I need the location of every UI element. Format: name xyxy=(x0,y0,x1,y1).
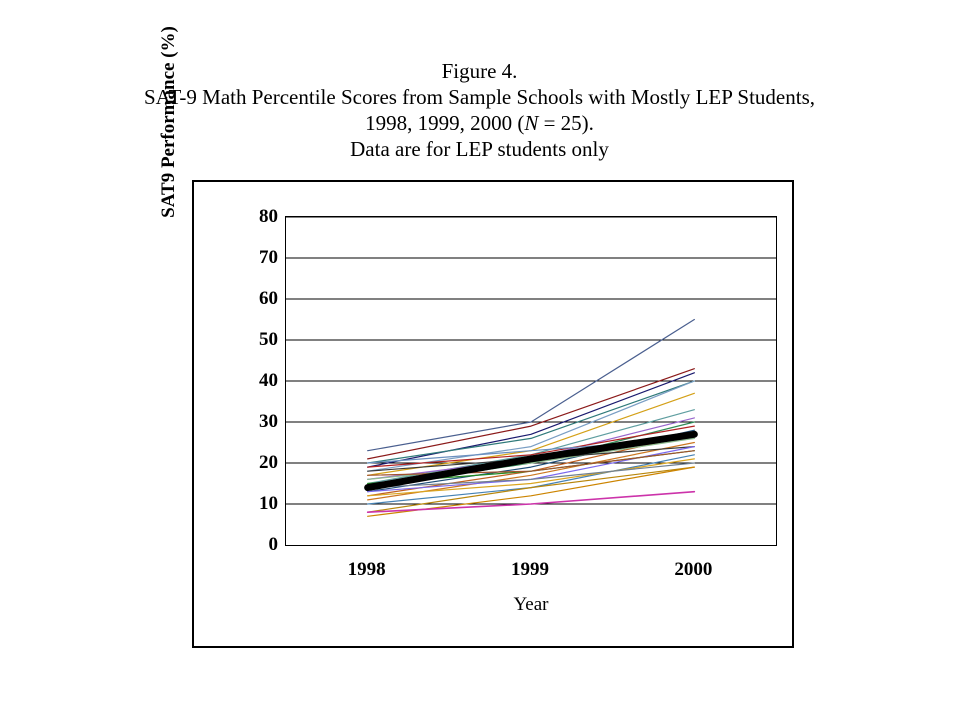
y-axis-tick-label: 70 xyxy=(259,247,278,268)
figure-title-line-3-pre: 1998, 1999, 2000 ( xyxy=(365,111,525,135)
y-axis-tick-label: 50 xyxy=(259,329,278,350)
series-line xyxy=(368,320,695,451)
x-axis-tick-label: 2000 xyxy=(674,559,713,580)
x-axis-tick-label: 1999 xyxy=(511,559,549,580)
y-axis-tick-label: 20 xyxy=(259,452,278,473)
figure-title-line-3-italic: N xyxy=(524,111,539,135)
figure-title-line-3-post: = 25). xyxy=(538,111,594,135)
figure-title xyxy=(0,58,959,162)
plot-area xyxy=(285,216,777,546)
y-axis-tick-label: 40 xyxy=(259,370,278,391)
y-axis-title: SAT9 Performance (%) xyxy=(158,26,179,218)
x-axis-tick-labels xyxy=(285,560,777,586)
figure-title-line-3 xyxy=(0,110,959,136)
x-axis-tick-label: 1998 xyxy=(347,559,386,580)
series-line xyxy=(368,373,695,467)
y-axis-tick-label: 0 xyxy=(268,534,278,555)
figure-title-line-4: Data are for LEP students only xyxy=(350,137,609,161)
series-line xyxy=(368,492,695,513)
y-axis-tick-label: 30 xyxy=(259,411,278,432)
figure-title-line-2: SAT-9 Math Percentile Scores from Sample Schools with Mostly LEP Students, xyxy=(144,85,815,109)
y-axis-tick-label: 60 xyxy=(259,288,278,309)
y-axis-tick-label: 10 xyxy=(259,493,278,514)
y-axis-tick-label: 80 xyxy=(259,206,278,227)
figure-title-line-1: Figure 4. xyxy=(441,59,518,83)
x-axis-title: Year xyxy=(513,594,549,615)
chart-lines xyxy=(286,217,776,545)
y-axis-tick-labels xyxy=(228,206,278,555)
